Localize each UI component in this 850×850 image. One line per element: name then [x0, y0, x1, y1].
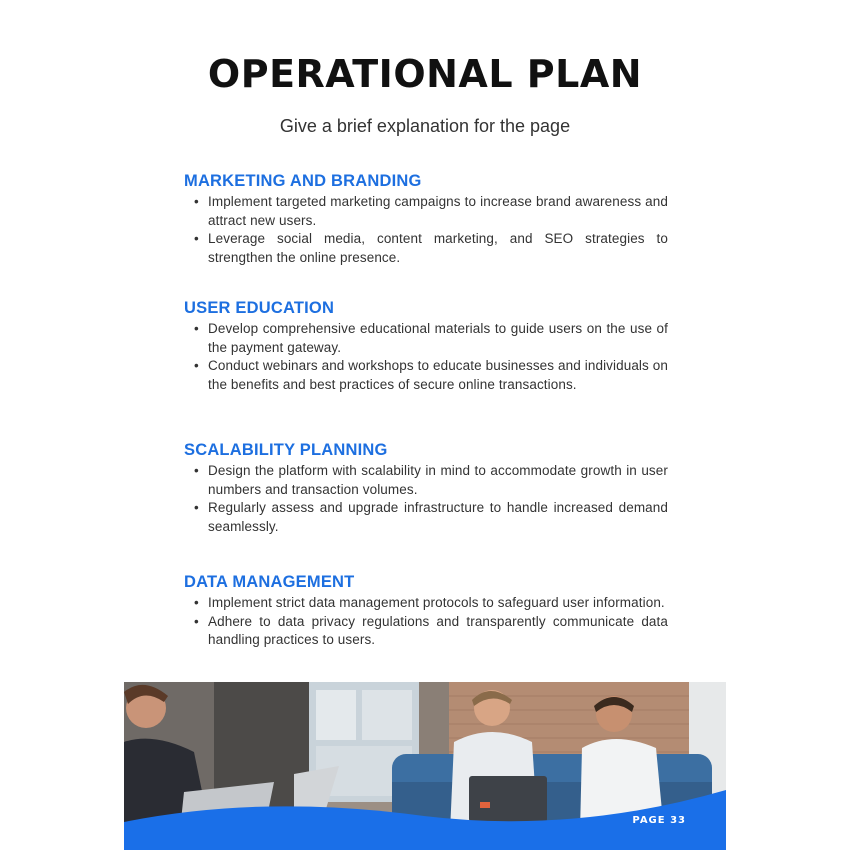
- bullet-list: [184, 594, 668, 650]
- bullet-icon: •: [194, 194, 199, 209]
- bullet-icon: •: [194, 595, 199, 610]
- document-page: [124, 0, 726, 850]
- page-subtitle: Give a brief explanation for the page: [279, 116, 571, 136]
- footer-photo: [124, 682, 726, 850]
- list-item-text: Develop comprehensive educational materials to guide users on the use of the payment gateway.: [208, 321, 668, 355]
- list-item-text: Implement targeted marketing campaigns to increase brand awareness and attract new users.: [208, 194, 668, 228]
- section-scalability-planning: [184, 441, 668, 536]
- section-data-management: [184, 573, 668, 650]
- list-item: [184, 193, 668, 230]
- list-item-text: Design the platform with scalability in mind to accommodate growth in user numbers and transaction volumes.: [208, 463, 668, 497]
- list-item: [184, 462, 668, 499]
- bullet-list: [184, 193, 668, 267]
- bullet-icon: •: [194, 500, 199, 515]
- bullet-list: [184, 320, 668, 394]
- list-item-text: Adhere to data privacy regulations and transparently communicate data handling practices to users.: [208, 613, 668, 647]
- bullet-icon: •: [194, 463, 199, 478]
- list-item: [184, 499, 668, 536]
- section-heading: USER EDUCATION: [184, 299, 335, 317]
- section-user-education: [184, 299, 668, 394]
- bullet-icon: •: [194, 358, 199, 373]
- section-marketing-branding: [184, 172, 668, 267]
- section-heading: DATA MANAGEMENT: [184, 573, 355, 591]
- list-item: [184, 357, 668, 394]
- page-number-label: PAGE 33: [632, 815, 686, 826]
- section-heading: SCALABILITY PLANNING: [184, 441, 388, 459]
- list-item-text: Leverage social media, content marketing, and SEO strategies to strengthen the online presence.: [208, 231, 668, 265]
- list-item: [184, 613, 668, 650]
- bullet-list: [184, 462, 668, 536]
- list-item: [184, 320, 668, 357]
- list-item-text: Regularly assess and upgrade infrastructure to handle increased demand seamlessly.: [208, 500, 668, 534]
- section-heading: MARKETING AND BRANDING: [184, 172, 422, 190]
- bullet-icon: •: [194, 613, 199, 629]
- list-item: [184, 594, 668, 613]
- page-title: OPERATIONAL PLAN: [207, 52, 643, 96]
- list-item-text: Implement strict data management protocols to safeguard user information.: [208, 595, 665, 610]
- list-item-text: Conduct webinars and workshops to educate businesses and individuals on the benefits and best practices of secure online transactions.: [208, 358, 668, 392]
- bullet-icon: •: [194, 231, 199, 246]
- list-item: [184, 230, 668, 267]
- bullet-icon: •: [194, 321, 199, 336]
